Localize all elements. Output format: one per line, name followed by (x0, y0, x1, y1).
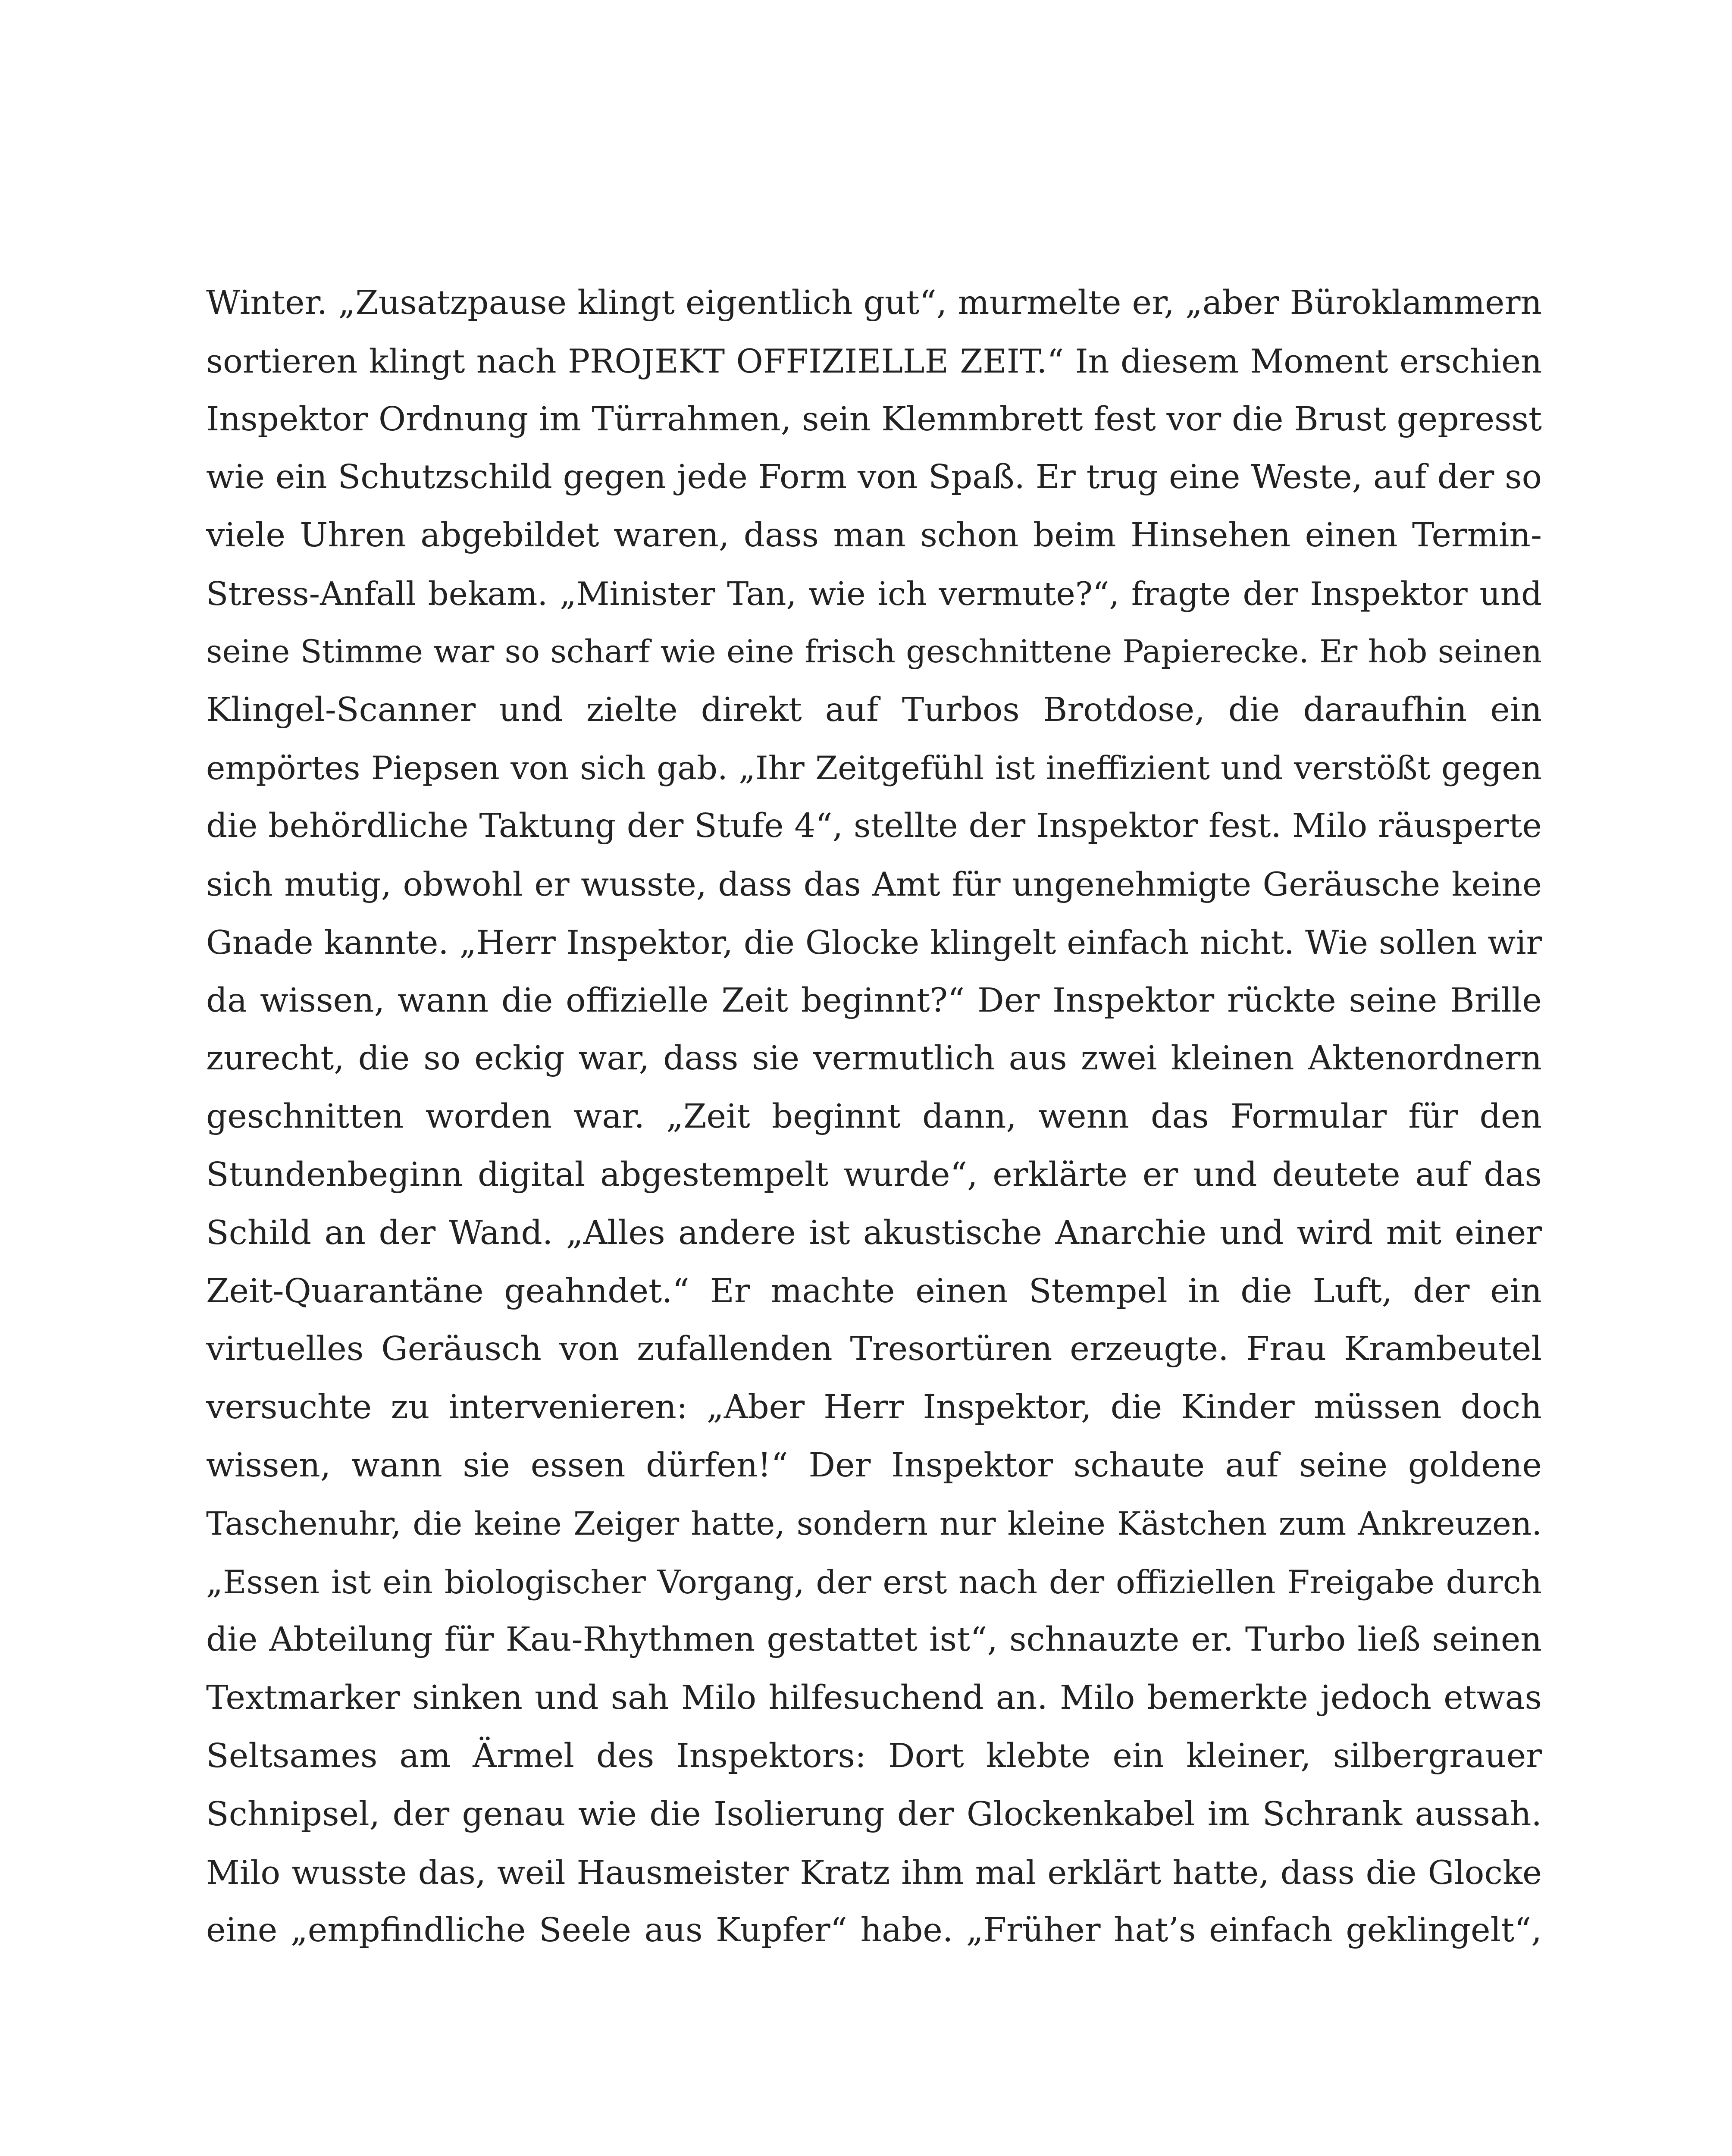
text-line: eine „empfindliche Seele aus Kupfer“ habe. „Früher hat’s einfach geklingelt“, (206, 1911, 1542, 1950)
text-line: geschnitten worden war. „Zeit beginnt dann, wenn das Formular für den (206, 1097, 1542, 1136)
text-line: Taschenuhr, die keine Zeiger hatte, sondern nur kleine Kästchen zum Ankreuzen. (206, 1505, 1542, 1542)
text-line: Stress-Anfall bekam. „Minister Tan, wie ich vermute?“, fragte der Inspektor und (206, 574, 1542, 613)
body-text (206, 274, 1542, 1960)
text-line: Gnade kannte. „Herr Inspektor, die Glocke klingelt einfach nicht. Wie sollen wir (206, 923, 1542, 962)
text-line: Stundenbeginn digital abgestempelt wurde“, erklärte er und deutete auf das (206, 1155, 1542, 1194)
text-line: die behördliche Taktung der Stufe 4“, stellte der Inspektor fest. Milo räusperte (206, 807, 1542, 846)
text-line: versuchte zu intervenieren: „Aber Herr Inspektor, die Kinder müssen doch (206, 1388, 1542, 1427)
text-line: Inspektor Ordnung im Türrahmen, sein Klemmbrett fest vor die Brust gepresst (206, 400, 1542, 439)
text-line: Textmarker sinken und sah Milo hilfesuchend an. Milo bemerkte jedoch etwas (206, 1679, 1542, 1717)
text-line: sich mutig, obwohl er wusste, dass das Amt für ungenehmigte Geräusche keine (206, 865, 1542, 903)
text-line: zurecht, die so eckig war, dass sie vermutlich aus zwei kleinen Aktenordnern (206, 1039, 1542, 1078)
text-line: Schild an der Wand. „Alles andere ist akustische Anarchie und wird mit einer (206, 1213, 1542, 1252)
text-line: virtuelles Geräusch von zufallenden Tresortüren erzeugte. Frau Krambeutel (206, 1330, 1542, 1369)
text-line: „Essen ist ein biologischer Vorgang, der erst nach der offiziellen Freigabe durch (206, 1563, 1542, 1601)
text-line: viele Uhren abgebildet waren, dass man schon beim Hinsehen einen Termin- (206, 516, 1542, 555)
text-line: Zeit-Quarantäne geahndet.“ Er machte einen Stempel in die Luft, der ein (206, 1272, 1542, 1310)
text-line: Milo wusste das, weil Hausmeister Kratz ihm mal erklärt hatte, dass die Glocke (206, 1853, 1542, 1892)
text-line: wie ein Schutzschild gegen jede Form von Spaß. Er trug eine Weste, auf der so (206, 458, 1542, 497)
text-line: Seltsames am Ärmel des Inspektors: Dort klebte ein kleiner, silbergrauer (206, 1736, 1542, 1775)
text-line: sortieren klingt nach PROJEKT OFFIZIELLE ZEIT.“ In diesem Moment erschien (206, 342, 1542, 380)
text-line: empörtes Piepsen von sich gab. „Ihr Zeitgefühl ist ineffizient und verstößt gegen (206, 749, 1542, 787)
text-line: Schnipsel, der genau wie die Isolierung der Glockenkabel im Schrank aussah. (206, 1795, 1542, 1833)
text-line: wissen, wann sie essen dürfen!“ Der Inspektor schaute auf seine goldene (206, 1446, 1542, 1485)
text-line: seine Stimme war so scharf wie eine frisch geschnittene Papierecke. Er hob seinen (206, 633, 1542, 670)
text-line: da wissen, wann die offizielle Zeit beginnt?“ Der Inspektor rückte seine Brille (206, 981, 1542, 1020)
text-line: Winter. „Zusatzpause klingt eigentlich gut“, murmelte er, „aber Büroklammern (206, 284, 1542, 322)
text-line: die Abteilung für Kau-Rhythmen gestattet ist“, schnauzte er. Turbo ließ seinen (206, 1620, 1542, 1659)
text-line: Klingel-Scanner und zielte direkt auf Turbos Brotdose, die daraufhin ein (206, 690, 1542, 729)
